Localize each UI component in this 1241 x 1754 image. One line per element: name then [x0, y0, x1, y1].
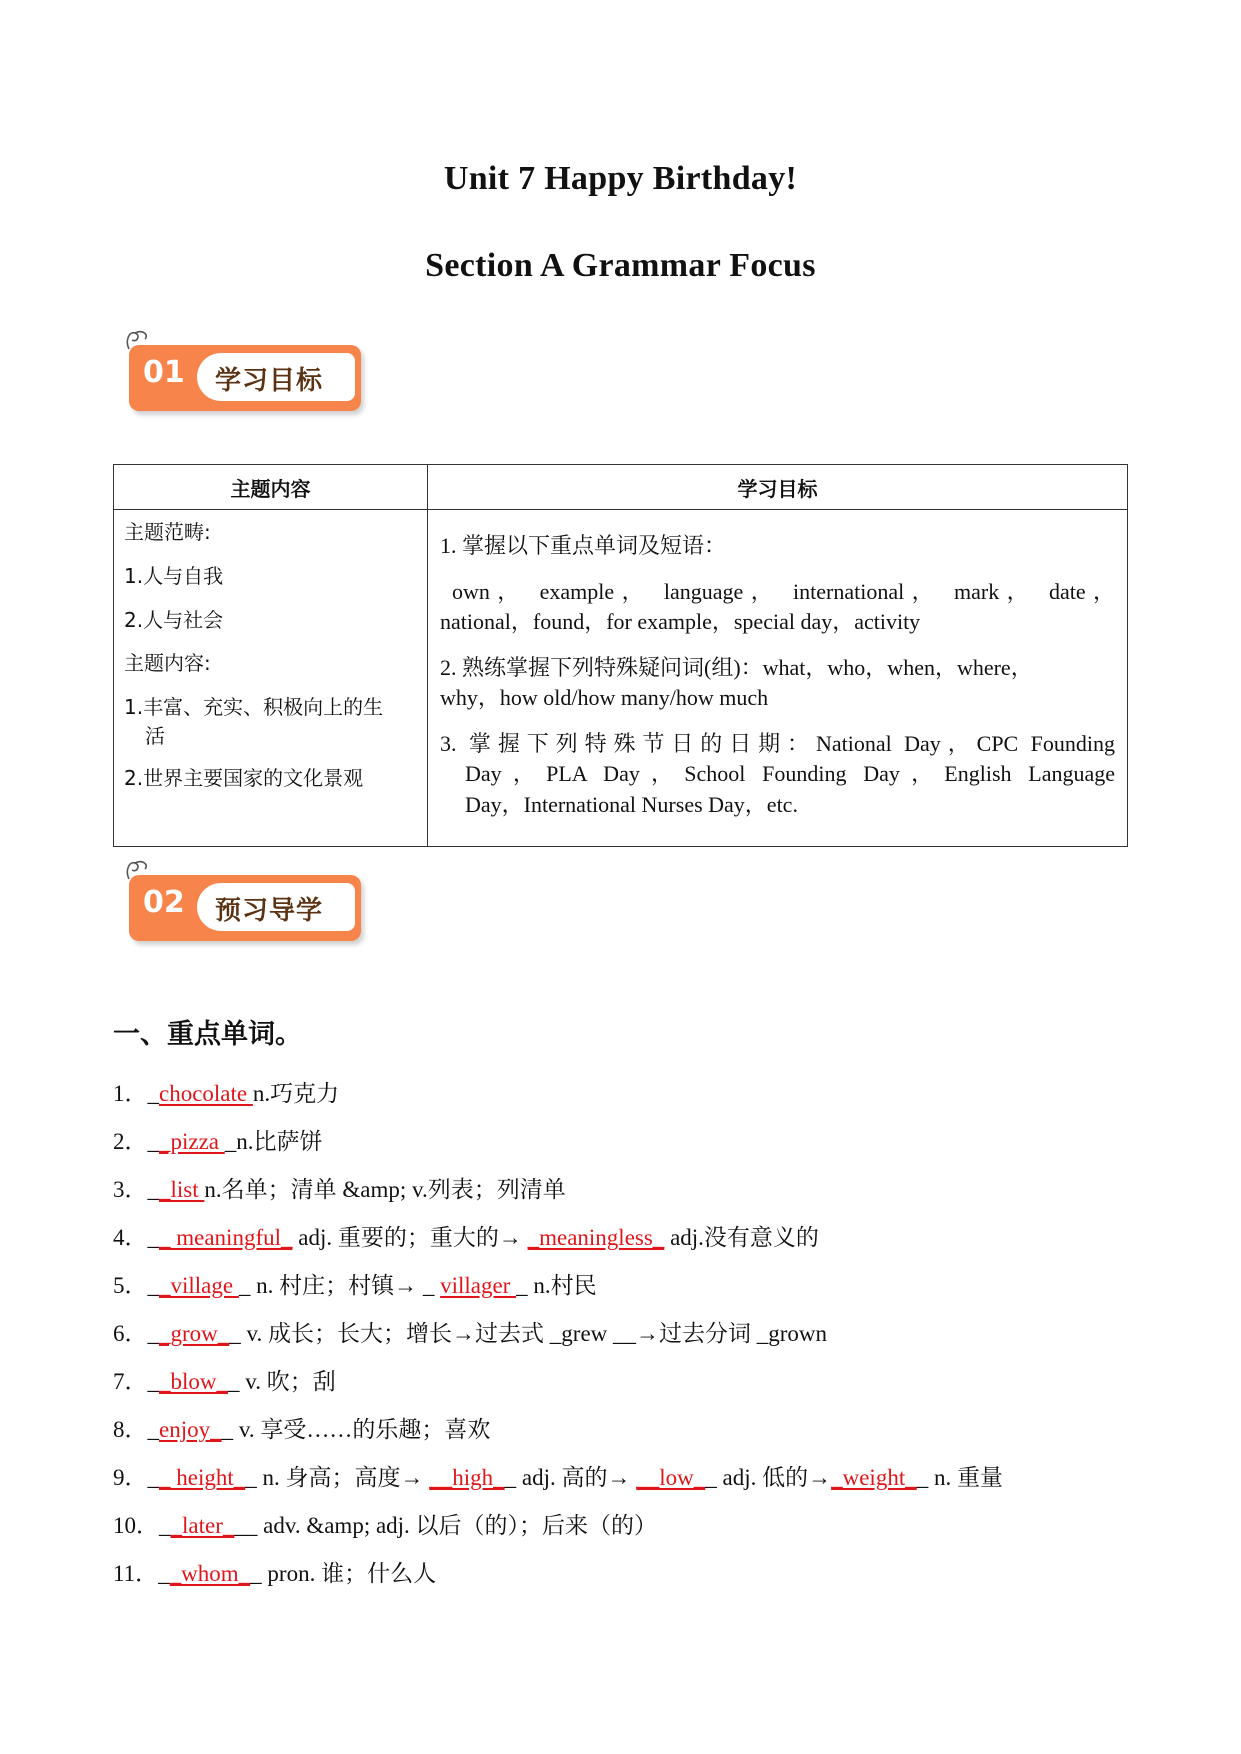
answer: __high_	[429, 1465, 505, 1490]
topic-line: 活	[145, 724, 165, 748]
badge-label: 学习目标	[215, 366, 324, 396]
answer: _later_	[170, 1513, 235, 1538]
topic-line: 主题范畴:	[124, 520, 211, 544]
vocab-item: 3．__list n.名单；清单 &amp; v.列表；列清单	[113, 1177, 566, 1202]
answer: _meaningless_	[527, 1225, 665, 1250]
answer: chocolate	[159, 1081, 253, 1106]
topic-line: 1.丰富、充实、积极向上的生	[124, 695, 384, 719]
topic-line: 1.人与自我	[124, 564, 224, 588]
page-subtitle: Section A Grammar Focus	[425, 247, 816, 284]
goal-text: Day，International Nurses Day，etc.	[465, 792, 798, 817]
topic-line: 主题内容:	[124, 651, 211, 675]
vocab-item: 11．__whom__ pron. 谁；什么人	[113, 1561, 437, 1586]
vocab-item: 4．__ meaningful_ adj. 重要的；重大的→ _meaningless_ adj.没有意义的	[113, 1225, 819, 1250]
badge-label: 预习导学	[215, 896, 324, 926]
vocab-item: 1．_chocolate n.巧克力	[113, 1081, 340, 1106]
goal-text: Day，PLA Day，School Founding Day，English Language	[465, 761, 1115, 786]
answer: _whom_	[169, 1561, 251, 1586]
answer: _ height_	[159, 1465, 246, 1490]
answer: __low_	[636, 1465, 706, 1490]
vocab-item: 5．__village _ n. 村庄；村镇→ _ villager _ n.村民	[113, 1273, 597, 1298]
answer: _grow_	[159, 1321, 230, 1346]
page-title: Unit 7 Happy Birthday!	[443, 160, 798, 197]
vocab-item: 8．_enjoy__ v. 享受……的乐趣；喜欢	[113, 1417, 491, 1442]
vocab-item: 10．__later___ adv. &amp; adj. 以后（的）；后来（的）	[113, 1513, 658, 1538]
answer: _ meaningful_	[159, 1225, 293, 1250]
table-header-topic: 主题内容	[114, 465, 428, 510]
goal-text: 2. 熟练掌握下列特殊疑问词(组)：what，who，when，where，	[440, 655, 1033, 680]
table-header-goals: 学习目标	[428, 465, 1128, 510]
section-heading: 一、重点单词。	[113, 1019, 302, 1050]
section-badge-01	[123, 327, 373, 417]
vocab-item: 7．__blow__ v. 吹；刮	[113, 1369, 336, 1394]
goals-table	[113, 464, 1128, 847]
topic-cell	[114, 510, 428, 847]
answer: _list	[159, 1177, 205, 1202]
answer: enjoy_	[159, 1417, 222, 1442]
vocab-item: 9．__ height__ n. 身高；高度→ __high__ adj. 高的→ __low__ adj. 低的→_weight__ n. 重量	[113, 1465, 1003, 1490]
goal-text: own， example， language， international， mark， date，	[452, 579, 1115, 604]
answer: _pizza	[159, 1129, 225, 1154]
section-badge-02	[123, 857, 373, 947]
vocab-item: 6．__grow__ v. 成长；长大；增长→过去式 _grew __→过去分词 _grown	[113, 1321, 828, 1346]
answer: _blow_	[159, 1369, 228, 1394]
badge-number: 02	[143, 885, 185, 920]
vocab-item: 2．__pizza _n.比萨饼	[113, 1129, 323, 1154]
goals-cell	[428, 510, 1128, 847]
topic-line: 2.世界主要国家的文化景观	[124, 766, 364, 790]
goal-text: 1. 掌握以下重点单词及短语：	[440, 533, 727, 558]
answer: _weight_	[831, 1465, 917, 1490]
answer: _village	[159, 1273, 239, 1298]
badge-number: 01	[143, 355, 185, 390]
goal-text: 3. 掌握下列特殊节日的日期：National Day，CPC Founding	[440, 731, 1115, 756]
goal-text: national，found，for example，special day，activity	[440, 609, 921, 634]
goal-text: why，how old/how many/how much	[440, 685, 769, 710]
topic-line: 2.人与社会	[124, 608, 224, 632]
answer: villager	[440, 1273, 517, 1298]
